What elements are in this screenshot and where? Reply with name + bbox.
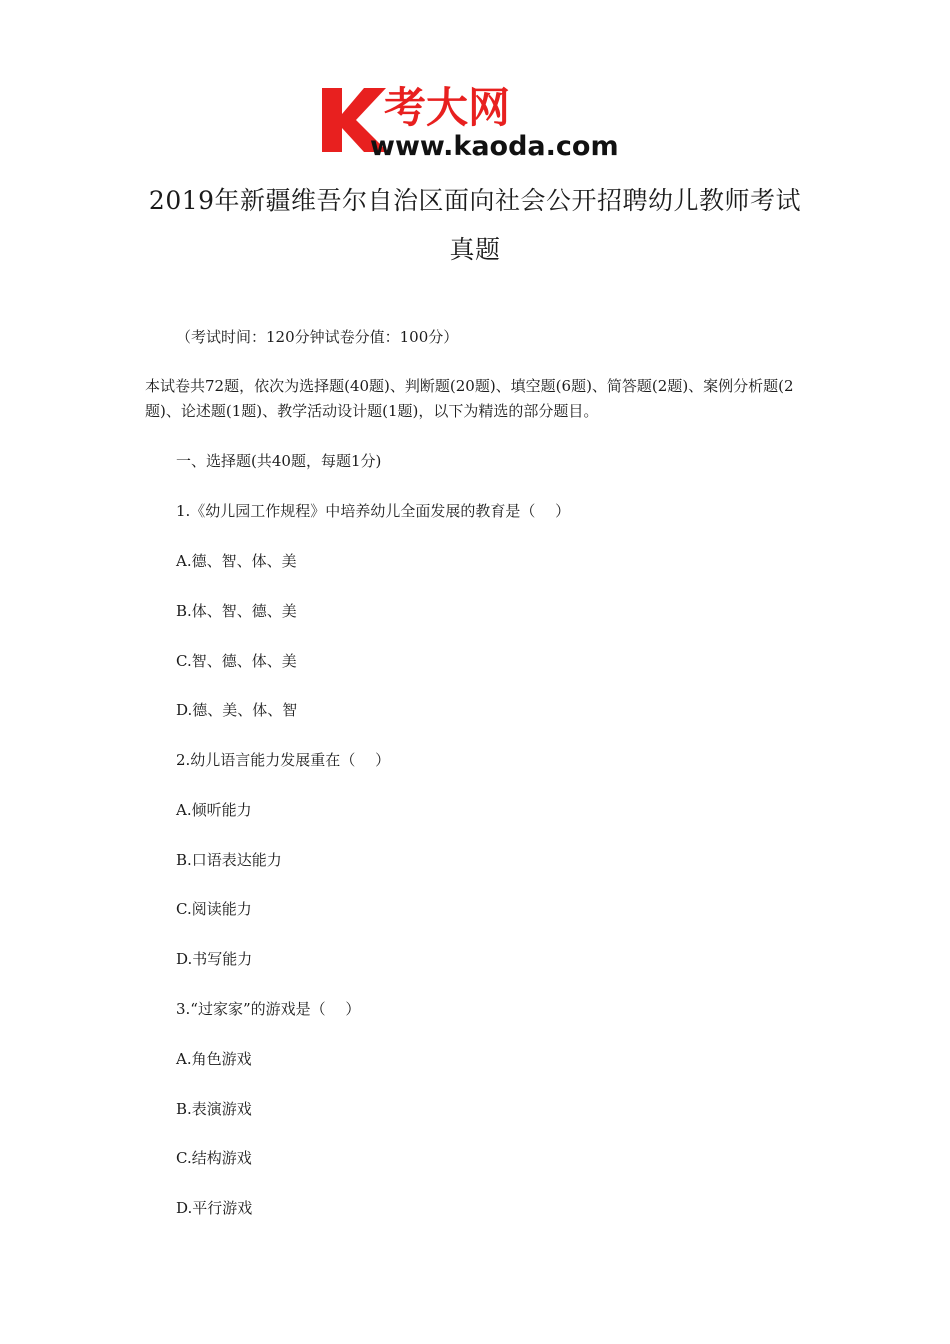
question-option: A.德、智、体、美: [176, 552, 297, 570]
question-option: C.结构游戏: [176, 1149, 252, 1167]
intro-paragraph: 本试卷共72题，依次为选择题(40题)、判断题(20题)、填空题(6题)、简答题(2题)、案例分析题(2题)、论述题(1题)、教学活动设计题(1题)，以下为精选的部分题目。: [145, 377, 794, 420]
question-option: A.倾听能力: [176, 801, 252, 819]
document-title-line2: 真题: [449, 235, 501, 264]
question-stem: 2.幼儿语言能力发展重在（ ）: [176, 751, 391, 769]
question-option: B.口语表达能力: [176, 851, 282, 869]
kaoda-logo-graphic: [318, 80, 640, 160]
question-option: D.平行游戏: [176, 1199, 253, 1217]
question-stem: 3.“过家家”的游戏是（ ）: [176, 1000, 361, 1018]
question-option: A.角色游戏: [176, 1050, 252, 1068]
exam-info: （考试时间：120分钟试卷分值：100分）: [176, 328, 459, 346]
logo-url-text: www.kaoda.com: [370, 131, 619, 160]
kaoda-logo: [318, 80, 640, 160]
question-option: B.体、智、德、美: [176, 602, 297, 620]
logo-cn-text: 考大网: [384, 83, 511, 132]
document-title-line1: 2019年新疆维吾尔自治区面向社会公开招聘幼儿教师考试: [148, 186, 802, 215]
question-option: D.书写能力: [176, 950, 253, 968]
question-option: C.阅读能力: [176, 900, 252, 918]
question-stem: 1.《幼儿园工作规程》中培养幼儿全面发展的教育是（ ）: [176, 502, 571, 520]
section-heading: 一、选择题(共40题，每题1分): [176, 452, 382, 470]
question-option: C.智、德、体、美: [176, 652, 297, 670]
question-option: B.表演游戏: [176, 1100, 252, 1118]
question-option: D.德、美、体、智: [176, 701, 298, 719]
